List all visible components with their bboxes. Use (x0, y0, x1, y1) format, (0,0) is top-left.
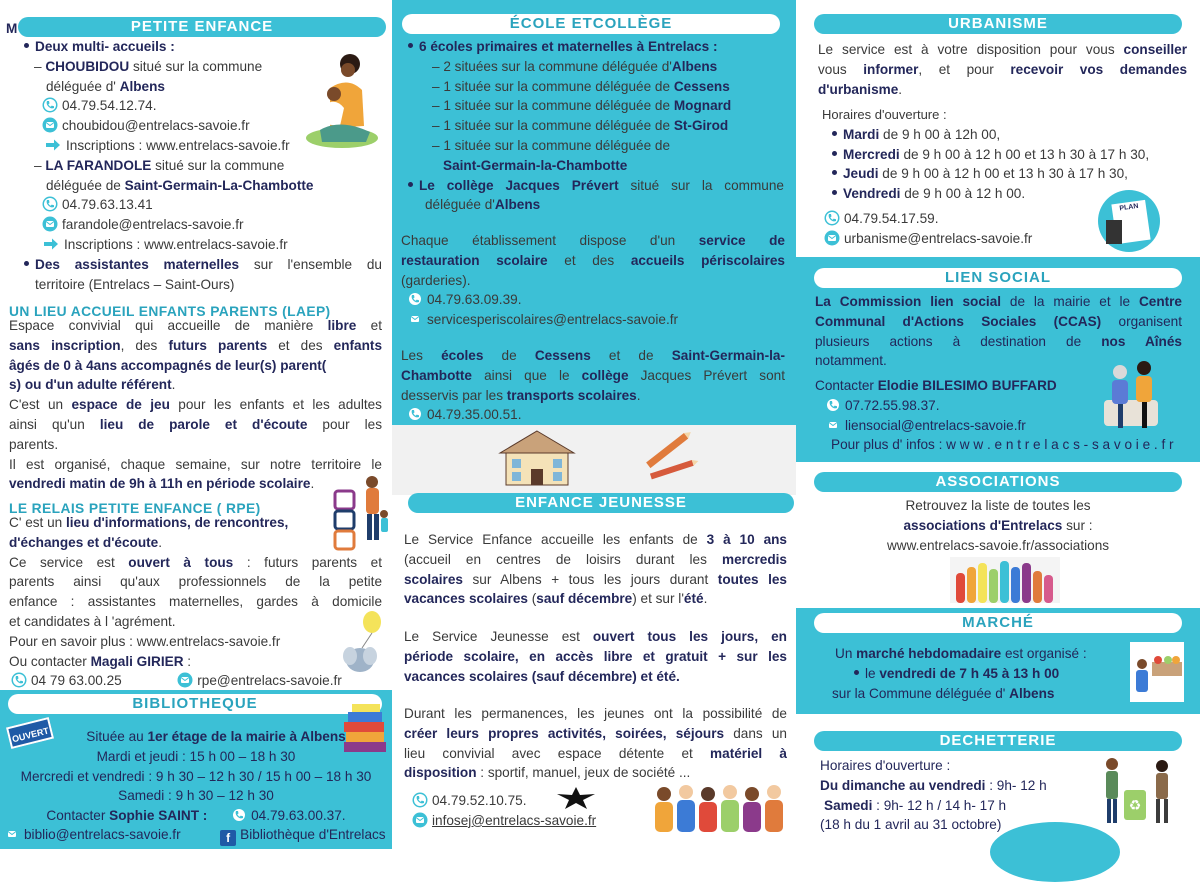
rpe-mail[interactable]: rpe@entrelacs-savoie.fr (197, 673, 342, 689)
elephant-balloon-illustration (342, 608, 384, 676)
bullet-icon (832, 151, 837, 156)
mail-icon (412, 812, 428, 828)
jeunesse-contact (412, 791, 632, 831)
periscolaire-mail[interactable]: servicesperiscolaires@entrelacs-savoie.fr (427, 312, 679, 328)
permanence-text: Durant les permanences, les jeunes ont la possibilité de créer leurs propres activités, soirées, séjours dans un lieu convivial avec espace détente et matériel à disposition : sportif, manuel, jeux de société ... (404, 706, 787, 781)
lien-social-title: LIEN SOCIAL (814, 268, 1182, 288)
mail-icon (824, 230, 840, 246)
dechetterie-text: Horaires d'ouverture : Du dimanche au vendredi : 9h- 12 h Samedi : 9h- 12 h / 14 h- 17 h (18 h du 1 avril au 31 octobre) (820, 758, 1047, 833)
pencil-icon (646, 430, 702, 482)
ecole-transport: Les écoles de Cessens et de Saint-Germain-la- Chambotte ainsi que le collège Jacques Prévert sont desservis par les transports scolaires. 04.79.35.00.51. (401, 348, 785, 423)
mail-icon (4, 826, 20, 842)
biblio-mail[interactable]: biblio@entrelacs-savoie.fr (24, 827, 181, 842)
market-illustration (1130, 642, 1184, 702)
rpe-text: C' est un lieu d'informations, de rencontres, d'échanges et d'écoute. Ce service est ouvert à tous : futurs parents et parents ainsi qu'aux professionnels de la petite enfance : assistantes maternelles, gardes à domicile et candidates à l 'agrément. Pour en savoir plus : www.entrelacs-savoie.fr Ou contacter Magali GIRIER : 04 79 63.00.25 rpe@entrelacs-savoie.fr (9, 515, 382, 689)
mail-icon (407, 311, 423, 327)
phone-icon (42, 196, 58, 212)
mail-icon (825, 417, 841, 433)
enfance-text: Le Service Enfance accueille les enfants de 3 à 10 ans (accueil en centres de loisirs durant les mercredis scolaires sur Albens + tous les jours durant toutes les vacances scolaires (sauf décembre) et sur l'été. (404, 532, 787, 607)
biblio-contact-row (4, 825, 394, 846)
house-icon (498, 429, 576, 487)
ouvert-badge: OUVERT (6, 717, 54, 749)
choubidou-phone: 04.79.54.12.74. (62, 98, 157, 114)
choubidou-link[interactable]: Inscriptions : www.entrelacs-savoie.fr (66, 137, 290, 153)
seniors-illustration (1098, 356, 1164, 432)
periscolaire-phone: 04.79.63.09.39. (427, 292, 522, 308)
corner-letter: M (6, 21, 18, 36)
biblio-facebook[interactable]: Bibliothèque d'Entrelacs (240, 827, 386, 842)
bullet-icon (832, 170, 837, 175)
mail-icon (177, 672, 193, 688)
ecole-restauration: Chaque établissement dispose d'un service de restauration scolaire et des accueils périscolaires (garderies). 04.79.63.09.39. servicesperiscolaires@entrelacs-savoie.fr (401, 233, 785, 328)
farandole-link[interactable]: Inscriptions : www.entrelacs-savoie.fr (64, 236, 288, 252)
arrow-icon (44, 137, 62, 153)
phone-icon (231, 807, 247, 823)
lien-phone: 07.72.55.98.37. (845, 397, 940, 413)
svg-text:♻: ♻ (1128, 797, 1142, 813)
ecole-list: 6 écoles primaires et maternelles à Entrelacs : – 2 situées sur la commune déléguée d'Albens – 1 située sur la commune déléguée de Cessens – 1 située sur la commune déléguée de Mognard – 1 située sur la commune déléguée de St-Girod – 1 située sur la commune déléguée de Saint-Germain-la-Chambotte Le collège Jacques Prévert situé sur la commune déléguée d'Albens (408, 37, 792, 215)
hands-icon (950, 557, 1060, 603)
mother-child-illustration (300, 48, 380, 150)
choubidou-mail[interactable]: choubidou@entrelacs-savoie.fr (62, 118, 250, 134)
marche-text: Un marché hebdomadaire est organisé : le vendredi de 7 h 45 à 13 h 00 sur la Commune déléguée d' Albens (832, 646, 1087, 701)
phone-icon (824, 210, 840, 226)
biblio-text: Située au 1er étage de la mairie à Albens Mardi et jeudi : 15 h 00 – 18 h 30 Mercredi et vendredi : 9 h 30 – 12 h 30 / 15 h 00 – 18 h 30 Samedi : 9 h 30 – 12 h 30 Contacter Sophie SAINT : 04.79.63.00.37. (20, 729, 372, 824)
dechetterie-title: DECHETTERIE (814, 731, 1182, 751)
teens-group-illustration (652, 782, 794, 834)
petite-enfance-title: PETITE ENFANCE (18, 17, 386, 37)
bullet-icon (832, 190, 837, 195)
urbanisme-title: URBANISME (814, 14, 1182, 34)
star-icon (556, 786, 596, 810)
phone-icon (407, 406, 423, 422)
bibliotheque-title: BIBLIOTHEQUE (8, 694, 382, 714)
biblio-phone: 04.79.63.00.37. (251, 808, 346, 824)
phone-icon (825, 397, 841, 413)
multi-accueil-block: Deux multi- accueils : – CHOUBIDOU situé sur la commune déléguée d' Albens 04.79.54.12.74. choubidou@entrelacs-savoie.fr Inscriptions : www.entrelacs-savoie.fr – LA FARANDOLE situé sur la commune déléguée de Saint-Germain-La-Chambotte 04.79.63.13.41 farandole@entrelacs-savoie.fr Inscriptions : www.entrelacs-savoie.fr Des assistantes maternelles sur l'ensemble du territoire (Entrelacs – Saint-Ours) (24, 37, 384, 294)
bullet-icon (24, 43, 29, 48)
rpe-title: LE RELAIS PETITE ENFANCE ( RPE) (9, 501, 261, 516)
lien-info[interactable]: Pour plus d' infos : w w w . e n t r e l a c s - s a v o i e . f r (831, 437, 1174, 453)
urbanisme-text: Le service est à votre disposition pour vous conseiller vous informer, et pour recevoir vos demandes d'urbanisme. (818, 42, 1188, 97)
associations-text: Retrouvez la liste de toutes les associations d'Entrelacs sur : www.entrelacs-savoie.fr/associations (796, 496, 1200, 555)
plan-icon: PLAN (1098, 190, 1160, 252)
urbanisme-horaires: Horaires d'ouverture : Mardi de 9 h 00 à 12h 00, Mercredi de 9 h 00 à 12 h 00 et 13 h 30 à 17 h 30, Jeudi de 9 h 00 à 12 h 00 et 13 h 30 à 17 h 30, Vendredi de 9 h 00 à 12 h 00. (822, 107, 1150, 202)
farandole-phone: 04.79.63.13.41 (62, 197, 153, 213)
bullet-icon (24, 261, 29, 266)
lien-social-contact: Contacter Elodie BILESIMO BUFFARD 07.72.55.98.37. liensocial@entrelacs-savoie.fr Pour plus d' infos : w w w . e n t r e l a c s - s a v o i e . f r (815, 376, 1195, 455)
jeunesse-phone: 04.79.52.10.75. (432, 793, 527, 808)
rpe-phone: 04 79 63.00.25 (31, 673, 122, 689)
mail-icon (42, 117, 58, 133)
bullet-icon (832, 131, 837, 136)
img-strip (392, 425, 796, 495)
mail-icon (42, 216, 58, 232)
bullet-icon (854, 670, 859, 675)
urbanisme-contact (824, 209, 1084, 249)
jeunesse-mail[interactable]: infosej@entrelacs-savoie.fr (432, 812, 597, 828)
farandole-mail[interactable]: farandole@entrelacs-savoie.fr (62, 217, 244, 233)
recycle-icon (1102, 756, 1180, 828)
marche-title: MARCHÉ (814, 613, 1182, 633)
lien-mail[interactable]: liensocial@entrelacs-savoie.fr (845, 417, 1026, 433)
laep-title: UN LIEU ACCUEIL ENFANTS PARENTS (LAEP) (9, 304, 331, 319)
enfance-jeunesse-title: ENFANCE JEUNESSE (408, 493, 794, 513)
urbanisme-phone: 04.79.54.17.59. (844, 211, 939, 226)
lien-social-text: La Commission lien social de la mairie et le Centre Communal d'Actions Sociales (CCAS) organisent plusieurs actions à destination de nos Aînés notamment. (815, 294, 1182, 369)
bullet-icon (408, 182, 413, 187)
phone-icon (11, 672, 27, 688)
phone-icon (412, 792, 428, 808)
arrow-icon (42, 236, 60, 252)
phone-icon (42, 97, 58, 113)
transport-phone: 04.79.35.00.51. (427, 407, 522, 423)
bullet-icon (408, 43, 413, 48)
phone-icon (407, 291, 423, 307)
associations-title: ASSOCIATIONS (814, 472, 1182, 492)
associations-link[interactable]: www.entrelacs-savoie.fr/associations (886, 537, 1110, 553)
facebook-icon: f (220, 830, 236, 846)
ecole-title: ÉCOLE ETCOLLÈGE (402, 14, 780, 34)
urbanisme-mail[interactable]: urbanisme@entrelacs-savoie.fr (844, 230, 1033, 246)
laep-text: Espace convivial qui accueille de manière libre et sans inscription, des futurs parents et des enfants âgés de 0 à 4ans accompagnés de leur(s) parent( s) ou d'un adulte référent. C'est un espace de jeu pour les enfants et les adultes ainsi qu'un lieu de parole et d'écoute pour les parents. Il est organisé, chaque semaine, sur notre territoire le vendredi matin de 9h à 11h en période scolaire. (9, 318, 382, 492)
jeunesse-text: Le Service Jeunesse est ouvert tous les jours, en période scolaire, en accès libre et gratuit + sur les vacances scolaires (sauf décembre) et été. (404, 629, 787, 684)
